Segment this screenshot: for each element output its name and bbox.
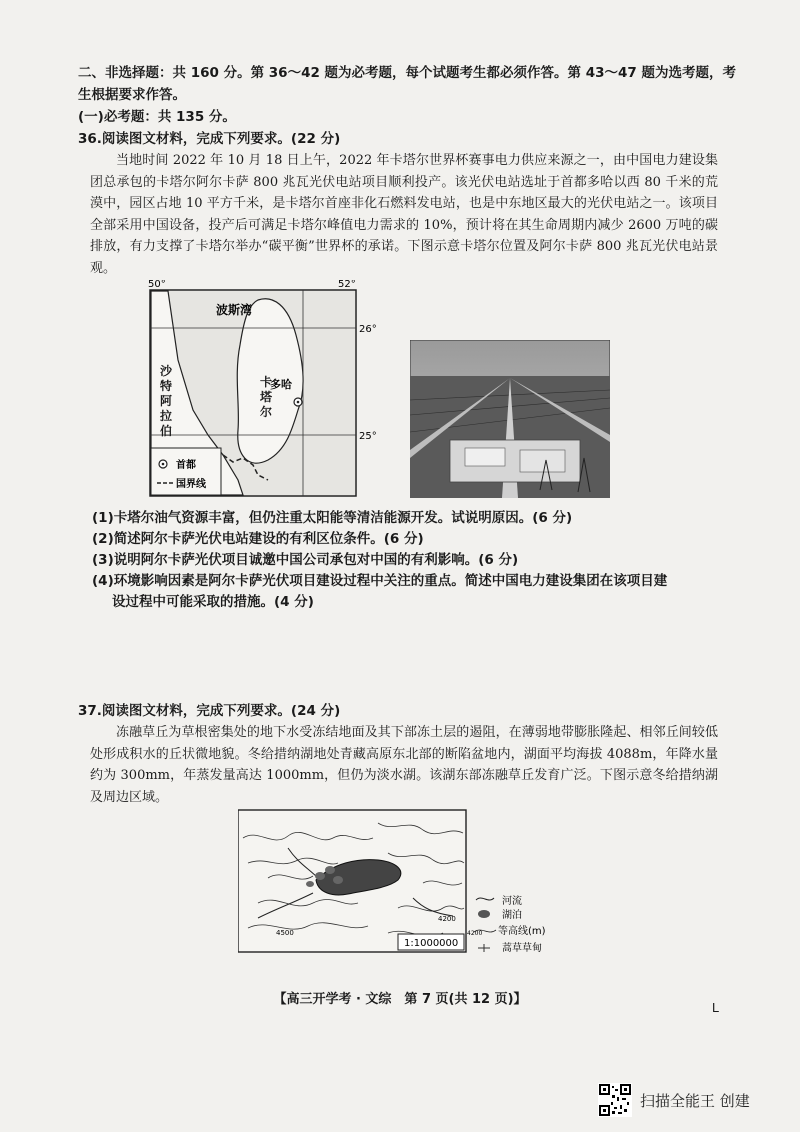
- legend-hummock-label: 蒿草草甸: [502, 943, 542, 954]
- map-lon-right: 52°: [338, 280, 356, 290]
- contour-label-4500: 4500: [276, 929, 294, 937]
- legend-lake-label: 湖泊: [502, 910, 522, 921]
- legend-river-label: 河流: [502, 896, 522, 907]
- scanner-label: 扫描全能王 创建: [640, 1091, 750, 1110]
- qr-code-icon: [598, 1083, 632, 1117]
- legend-river-icon: [476, 898, 494, 900]
- map-lat-bottom: 25°: [359, 431, 377, 442]
- page-footer: 【高三开学考 · 文综 第 7 页(共 12 页)】: [273, 992, 527, 1007]
- map-capital-label: 多哈: [270, 378, 292, 391]
- legend-contour-label: 等高线(m): [498, 926, 546, 937]
- map-country-left: 沙特阿拉伯: [160, 364, 173, 438]
- q36-paragraph: 当地时间 2022 年 10 月 18 日上午，2022 年卡塔尔世界杯赛事电力供应来源之一，由中国电力建设集团总承包的卡塔尔阿尔卡萨 800 兆瓦光伏电站项目顺利投产。该光伏电站选址于首都多哈以西 80 千米的荒漠中，园区占地 10 平方千米，是卡塔尔首座非化石燃料发电站，也是中东地区最大的光伏电站之一。该项目全部采用中国设备，投产后可满足卡塔尔峰值电力需求的 10%，预计将在其生命周期内减少 2600 万吨的碳排放，有力支撑了卡塔尔举办“碳平衡”世界杯的承诺。下图示意卡塔尔位置及阿尔卡萨 800 兆瓦光伏电站景观。: [90, 153, 718, 276]
- legend-border-label: 国界线: [176, 479, 206, 490]
- q37-title: 37.阅读图文材料，完成下列要求。(24 分): [78, 703, 341, 719]
- q36-title: 36.阅读图文材料，完成下列要求。(22 分): [78, 131, 341, 147]
- qatar-map: [148, 280, 378, 509]
- q36-question-1: (1)卡塔尔油气资源丰富，但仍注重太阳能等清洁能源开发。试说明原因。(6 分): [92, 510, 573, 526]
- legend-hummock-icon: [478, 944, 490, 952]
- section-subheading: (一)必考题：共 135 分。: [78, 109, 236, 125]
- legend-capital-label: 首都: [176, 460, 196, 471]
- solar-plant-photo: [410, 340, 610, 502]
- corner-letter: L: [712, 1000, 720, 1015]
- q36-questions: [92, 508, 732, 613]
- q36-question-2: (2)简述阿尔卡萨光伏电站建设的有利区位条件。(6 分): [92, 531, 424, 547]
- legend-lake-icon: [478, 910, 490, 918]
- section-heading-line1: 二、非选择题：共 160 分。第 36～42 题为必考题，每个试题考生都必须作答。第 43～47 题为选考题，考: [78, 65, 737, 81]
- section-heading-line2: 生根据要求作答。: [78, 87, 186, 103]
- scale-label: 1:1000000: [404, 938, 459, 949]
- map-lat-top: 26°: [359, 324, 377, 335]
- map-sea-label: 波斯湾: [216, 303, 253, 317]
- q36-question-4: (4)环境影响因素是阿尔卡萨光伏项目建设过程中关注的重点。简述中国电力建设集团在该项目建: [92, 573, 668, 589]
- q36-question-3: (3)说明阿尔卡萨光伏项目诚邀中国公司承包对中国的有利影响。(6 分): [92, 552, 519, 568]
- map-lon-left: 50°: [148, 280, 166, 290]
- contour-label-4200: 4200: [438, 915, 456, 923]
- map-country-main: 卡塔尔: [260, 375, 273, 419]
- legend-contour-number: 4200: [467, 930, 483, 937]
- q36-question-4-cont: 设过程中可能采取的措施。(4 分): [112, 594, 314, 610]
- lake-map: [238, 808, 548, 962]
- q37-paragraph: 冻融草丘为草根密集处的地下水受冻结地面及其下部冻土层的遏阻，在薄弱地带膨胀隆起、相邻丘间较低处形成积水的丘状微地貌。冬给措纳湖地处青藏高原东北部的断陷盆地内，湖面平均海拔 4088m，年降水量约为 300mm，年蒸发量高达 1000mm，但仍为淡水湖。该湖东部冻融草丘发育广泛。下图示意冬给措纳湖及周边区域。: [90, 725, 718, 805]
- scanner-watermark: [598, 1083, 750, 1117]
